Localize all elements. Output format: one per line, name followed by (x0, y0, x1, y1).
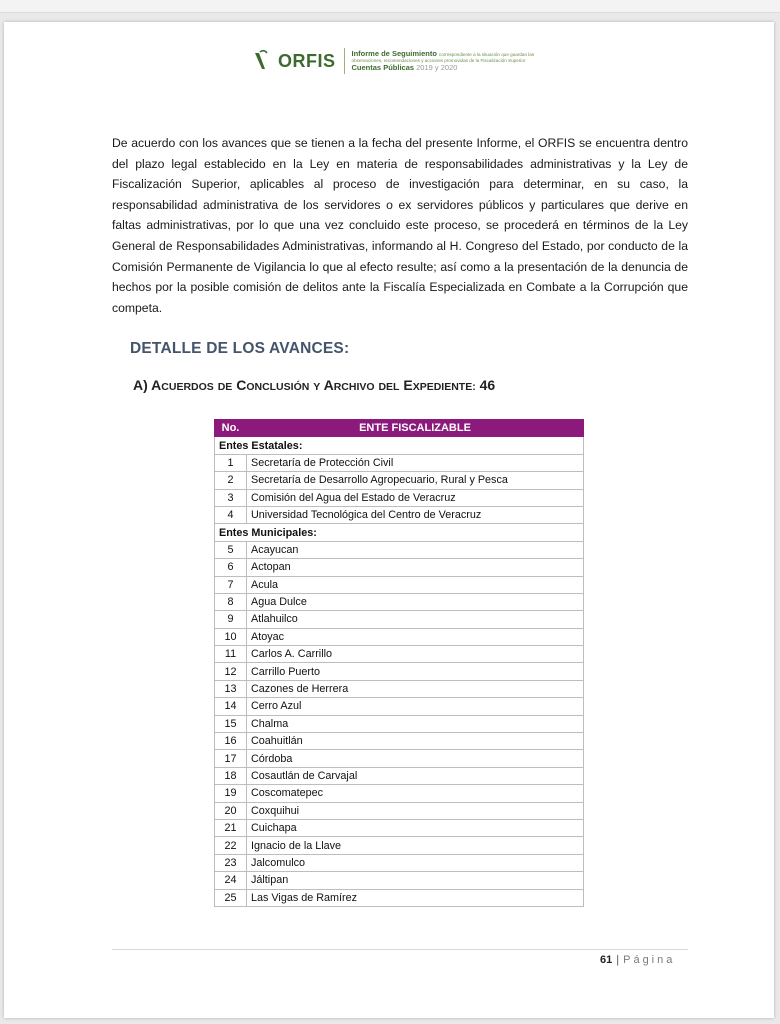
ente-name: Acula (247, 576, 584, 593)
header-divider (344, 48, 345, 74)
table-row (215, 646, 584, 663)
ente-name: Ignacio de la Llave (247, 837, 584, 854)
table-row (215, 576, 584, 593)
ente-name: Cuichapa (247, 819, 584, 836)
subsection-count: 46 (479, 377, 496, 393)
row-number: 2 (215, 472, 247, 489)
row-number: 5 (215, 541, 247, 558)
table-header-row (215, 420, 584, 437)
row-number: 8 (215, 593, 247, 610)
ente-name: Jáltipan (247, 872, 584, 889)
table-body (215, 437, 584, 907)
table-row (215, 541, 584, 558)
table-row (215, 767, 584, 784)
table-row (215, 854, 584, 871)
header-cuentas-label: Cuentas Públicas (351, 62, 415, 72)
row-number: 13 (215, 680, 247, 697)
row-number: 22 (215, 837, 247, 854)
row-number: 24 (215, 872, 247, 889)
header-info (352, 50, 535, 71)
subsection-title (133, 377, 495, 393)
row-number: 12 (215, 663, 247, 680)
row-number: 1 (215, 454, 247, 471)
ente-name: Coxquihui (247, 802, 584, 819)
row-number: 3 (215, 489, 247, 506)
report-header (253, 44, 553, 78)
table-group-row (215, 524, 584, 541)
subsection-heading: ACUERDOS DE CONCLUSIÓN Y ARCHIVO DEL EXPEDIENTE: (151, 377, 476, 393)
row-number: 25 (215, 889, 247, 906)
header-line-1-small: correspondiente a la situación que guardan las (438, 52, 535, 58)
footer-divider (112, 949, 688, 950)
row-number: 16 (215, 733, 247, 750)
page-word: Página (623, 954, 676, 966)
table-group-row (215, 437, 584, 454)
ente-name: Actopan (247, 559, 584, 576)
header-line-3 (352, 64, 535, 72)
ente-name: Carrillo Puerto (247, 663, 584, 680)
table-row (215, 593, 584, 610)
table-row (215, 785, 584, 802)
ente-name: Córdoba (247, 750, 584, 767)
row-number: 23 (215, 854, 247, 871)
table-row (215, 802, 584, 819)
table-row (215, 506, 584, 523)
row-number: 11 (215, 646, 247, 663)
table-row (215, 611, 584, 628)
ente-name: Coscomatepec (247, 785, 584, 802)
row-number: 14 (215, 698, 247, 715)
table-row (215, 559, 584, 576)
row-number: 9 (215, 611, 247, 628)
row-number: 19 (215, 785, 247, 802)
group-label: Entes Estatales: (215, 437, 584, 454)
subsection-prefix: A) (133, 377, 148, 393)
header-years: 2019 y 2020 (416, 62, 458, 72)
ente-name: Cosautlán de Carvajal (247, 767, 584, 784)
orfis-logo-icon (253, 49, 275, 73)
row-number: 15 (215, 715, 247, 732)
ente-name: Jalcomulco (247, 854, 584, 871)
ente-name: Secretaría de Protección Civil (247, 454, 584, 471)
ente-name: Cazones de Herrera (247, 680, 584, 697)
column-header-no: No. (215, 420, 247, 437)
table-row (215, 680, 584, 697)
group-label: Entes Municipales: (215, 524, 584, 541)
column-header-ente: ENTE FISCALIZABLE (247, 420, 584, 437)
row-number: 4 (215, 506, 247, 523)
row-number: 7 (215, 576, 247, 593)
ente-name: Comisión del Agua del Estado de Veracruz (247, 489, 584, 506)
table-row (215, 889, 584, 906)
table-row (215, 819, 584, 836)
page-number: 61 (600, 954, 613, 966)
table-row (215, 733, 584, 750)
ente-name: Acayucan (247, 541, 584, 558)
row-number: 18 (215, 767, 247, 784)
row-number: 20 (215, 802, 247, 819)
row-number: 6 (215, 559, 247, 576)
section-title: DETALLE DE LOS AVANCES: (130, 340, 350, 357)
table-row (215, 872, 584, 889)
ente-name: Chalma (247, 715, 584, 732)
header-line-2: observaciones, recomendaciones y acciones promovidas de la Fiscalización Superior (351, 57, 526, 63)
row-number: 10 (215, 628, 247, 645)
table-row (215, 454, 584, 471)
table-row (215, 698, 584, 715)
page-footer (600, 954, 675, 966)
table-row (215, 715, 584, 732)
viewer-top-bar (0, 0, 780, 13)
row-number: 21 (215, 819, 247, 836)
header-report-title: Informe de Seguimiento (351, 49, 437, 59)
table-row (215, 837, 584, 854)
logo-text: ORFIS (278, 50, 336, 71)
row-number: 17 (215, 750, 247, 767)
table-row (215, 663, 584, 680)
ente-name: Secretaría de Desarrollo Agropecuario, Rural y Pesca (247, 472, 584, 489)
ente-name: Carlos A. Carrillo (247, 646, 584, 663)
ente-name: Atlahuilco (247, 611, 584, 628)
table-row (215, 489, 584, 506)
footer-separator: | (616, 954, 620, 966)
ente-name: Atoyac (247, 628, 584, 645)
ente-name: Universidad Tecnológica del Centro de Veracruz (247, 506, 584, 523)
table-row (215, 472, 584, 489)
table-row (215, 750, 584, 767)
ente-name: Cerro Azul (247, 698, 584, 715)
ente-name: Coahuitlán (247, 733, 584, 750)
ente-name: Las Vigas de Ramírez (247, 889, 584, 906)
table-row (215, 628, 584, 645)
body-paragraph: De acuerdo con los avances que se tienen a la fecha del presente Informe, el ORFIS se encuentra dentro del plazo legal establecido en la Ley en materia de responsabilidades administrativas y la Ley de Fiscalización Superior, aplicables al proceso de investigación para determinar, en su caso, la responsabilidad administrativa de los servidores o ex servidores públicos y particulares que derive en faltas administrativas, por lo que una vez concluido este proceso, se procederá en términos de la Ley General de Responsabilidades Administrativas, informando al H. Congreso del Estado, por conducto de la Comisión Permanente de Vigilancia lo que al efecto resulte; así como a la presentación de la denuncia de hechos por la posible comisión de delitos ante la Fiscalía Especializada en Combate a la Corrupción que competa. (112, 136, 688, 315)
entes-table (214, 419, 584, 907)
ente-name: Agua Dulce (247, 593, 584, 610)
